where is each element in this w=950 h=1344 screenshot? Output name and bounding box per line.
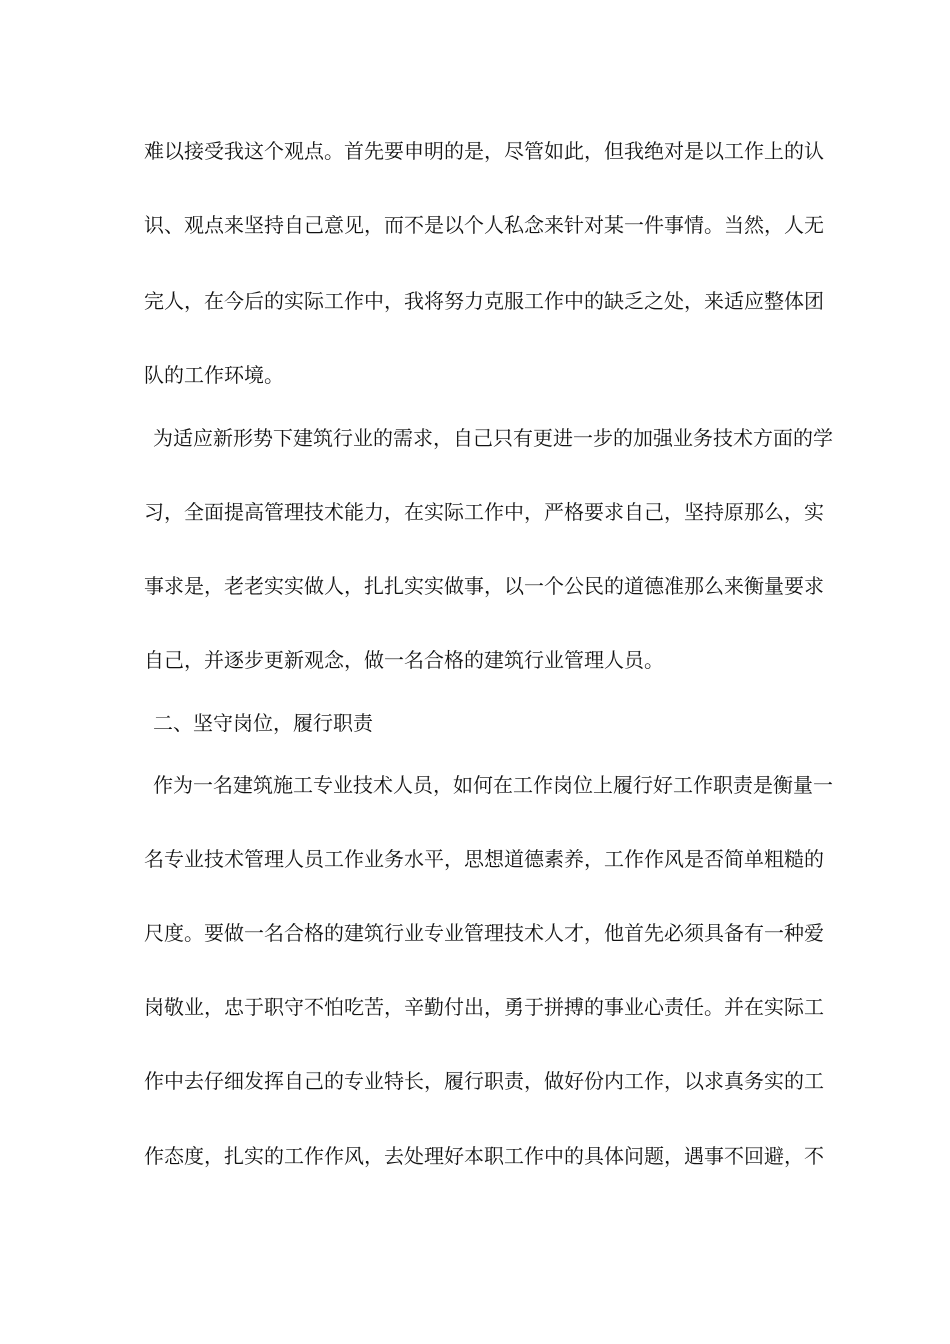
text-line-7: 事求是，老老实实做人，扎扎实实做事，以一个公民的道德准那么来衡量要求 — [144, 574, 824, 598]
text-line-2: 识、观点来坚持自己意见，而不是以个人私念来针对某一件事情。当然，人无 — [144, 213, 824, 237]
text-line-8: 自己，并逐步更新观念，做一名合格的建筑行业管理人员。 — [144, 648, 664, 672]
text-line-1: 难以接受我这个观点。首先要申明的是，尽管如此，但我绝对是以工作上的认 — [144, 139, 824, 163]
text-line-3: 完人，在今后的实际工作中，我将努力克服工作中的缺乏之处，来适应整体团 — [144, 289, 824, 313]
text-line-6: 习，全面提高管理技术能力，在实际工作中，严格要求自己，坚持原那么，实 — [144, 500, 824, 524]
section-heading: 二、坚守岗位，履行职责 — [153, 711, 373, 735]
text-line-5: 为适应新形势下建筑行业的需求，自己只有更进一步的加强业务技术方面的学 — [153, 426, 833, 450]
text-line-10: 作为一名建筑施工专业技术人员，如何在工作岗位上履行好工作职责是衡量一 — [153, 773, 833, 797]
text-line-13: 岗敬业，忠于职守不怕吃苦，辛勤付出，勇于拼搏的事业心责任。并在实际工 — [144, 995, 824, 1019]
text-line-14: 作中去仔细发挥自己的专业特长，履行职责，做好份内工作，以求真务实的工 — [144, 1069, 824, 1093]
text-line-12: 尺度。要做一名合格的建筑行业专业管理技术人才，他首先必须具备有一种爱 — [144, 921, 824, 945]
text-line-4: 队的工作环境。 — [144, 363, 284, 387]
text-line-11: 名专业技术管理人员工作业务水平，思想道德素养，工作作风是否简单粗糙的 — [144, 847, 824, 871]
text-line-15: 作态度，扎实的工作作风，去处理好本职工作中的具体问题，遇事不回避，不 — [144, 1144, 824, 1168]
